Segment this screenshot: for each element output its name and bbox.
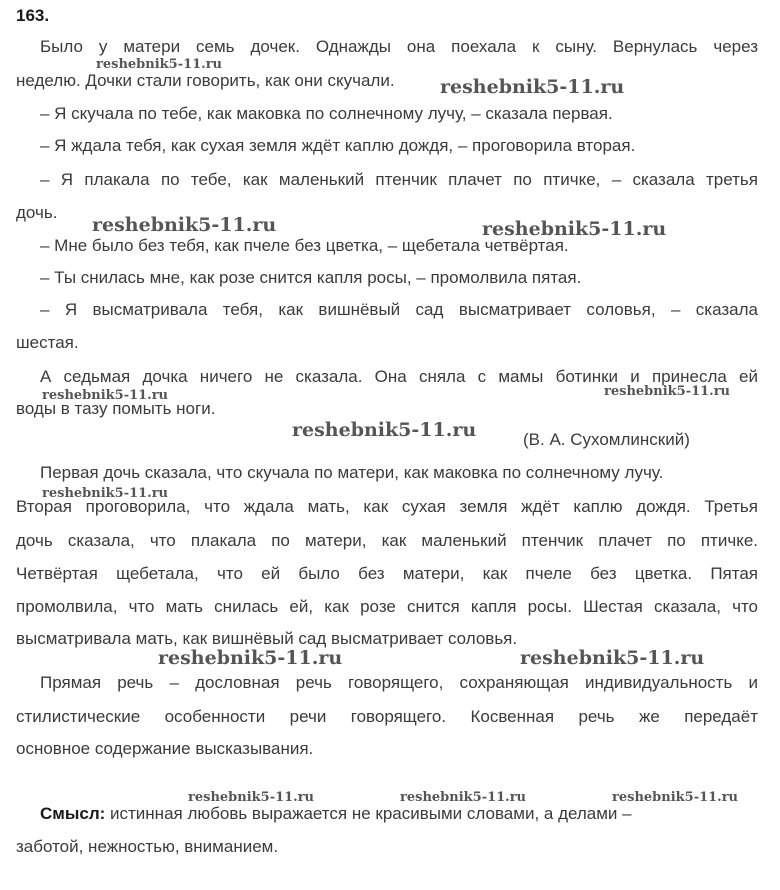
watermark: reshebnik5-11.ru bbox=[96, 57, 223, 72]
indirect-line-4: Четвёртая щебетала, что ей было без матери, как пчеле без цветка. Пятая bbox=[16, 564, 758, 583]
meaning-label: Смысл: bbox=[40, 804, 106, 823]
watermark: reshebnik5-11.ru bbox=[188, 790, 315, 805]
meaning-line-1 bbox=[40, 803, 758, 825]
story-line-10: шестая. bbox=[16, 333, 79, 352]
indirect-line-3: дочь сказала, что плакала по матери, как маленький птенчик плачет по птичке. bbox=[16, 531, 758, 550]
indirect-line-2: Вторая проговорила, что ждала мать, как сухая земля ждёт каплю дождя. Третья bbox=[16, 497, 758, 516]
story-line-8: – Ты снилась мне, как розе снится капля росы, – промолвила пятая. bbox=[40, 268, 582, 287]
definition-line-2: стилистические особенности речи говорящего. Косвенная речь же передаёт bbox=[16, 707, 758, 726]
watermark: reshebnik5-11.ru bbox=[292, 419, 477, 441]
story-line-5: – Я плакала по тебе, как маленький птенчик плачет по птичке, – сказала третья bbox=[40, 170, 758, 189]
story-line-6: дочь. bbox=[16, 203, 58, 222]
task-number: 163. bbox=[16, 6, 50, 25]
watermark: reshebnik5-11.ru bbox=[612, 790, 739, 805]
watermark: reshebnik5-11.ru bbox=[400, 790, 527, 805]
author-attribution: (В. А. Сухомлинский) bbox=[523, 430, 690, 449]
watermark: reshebnik5-11.ru bbox=[482, 218, 667, 240]
indirect-line-1: Первая дочь сказала, что скучала по матери, как маковка по солнечному лучу. bbox=[40, 463, 664, 482]
watermark: reshebnik5-11.ru bbox=[42, 388, 169, 403]
meaning-line-2: заботой, нежностью, вниманием. bbox=[16, 837, 279, 856]
definition-line-3: основное содержание высказывания. bbox=[16, 739, 314, 758]
story-line-3: – Я скучала по тебе, как маковка по солнечному лучу, – сказала первая. bbox=[40, 104, 613, 123]
story-line-2: неделю. Дочки стали говорить, как они скучали. bbox=[16, 71, 395, 90]
story-line-12: воды в тазу помыть ноги. bbox=[16, 399, 216, 418]
watermark: reshebnik5-11.ru bbox=[520, 647, 705, 669]
story-line-11: А седьмая дочка ничего не сказала. Она сняла с мамы ботинки и принесла ей bbox=[40, 367, 758, 386]
watermark: reshebnik5-11.ru bbox=[92, 214, 277, 236]
story-line-1: Было у матери семь дочек. Однажды она поехала к сыну. Вернулась через bbox=[40, 37, 758, 56]
watermark: reshebnik5-11.ru bbox=[42, 486, 169, 501]
watermark: reshebnik5-11.ru bbox=[604, 384, 731, 399]
definition-line-1: Прямая речь – дословная речь говорящего, сохраняющая индивидуальность и bbox=[40, 673, 758, 692]
watermark: reshebnik5-11.ru bbox=[158, 647, 343, 669]
watermark: reshebnik5-11.ru bbox=[440, 76, 625, 98]
indirect-line-6: высматривала мать, как вишнёвый сад высматривает соловья. bbox=[16, 629, 518, 648]
story-line-7: – Мне было без тебя, как пчеле без цветка, – щебетала четвёртая. bbox=[40, 236, 569, 255]
story-line-4: – Я ждала тебя, как сухая земля ждёт каплю дождя, – проговорила вторая. bbox=[40, 136, 636, 155]
story-line-9: – Я высматривала тебя, как вишнёвый сад высматривает соловья, – сказала bbox=[40, 300, 758, 319]
indirect-line-5: промолвила, что мать снилась ей, как розе снится капля росы. Шестая сказала, что bbox=[16, 597, 758, 616]
meaning-text: истинная любовь выражается не красивыми словами, а делами – bbox=[105, 804, 632, 823]
